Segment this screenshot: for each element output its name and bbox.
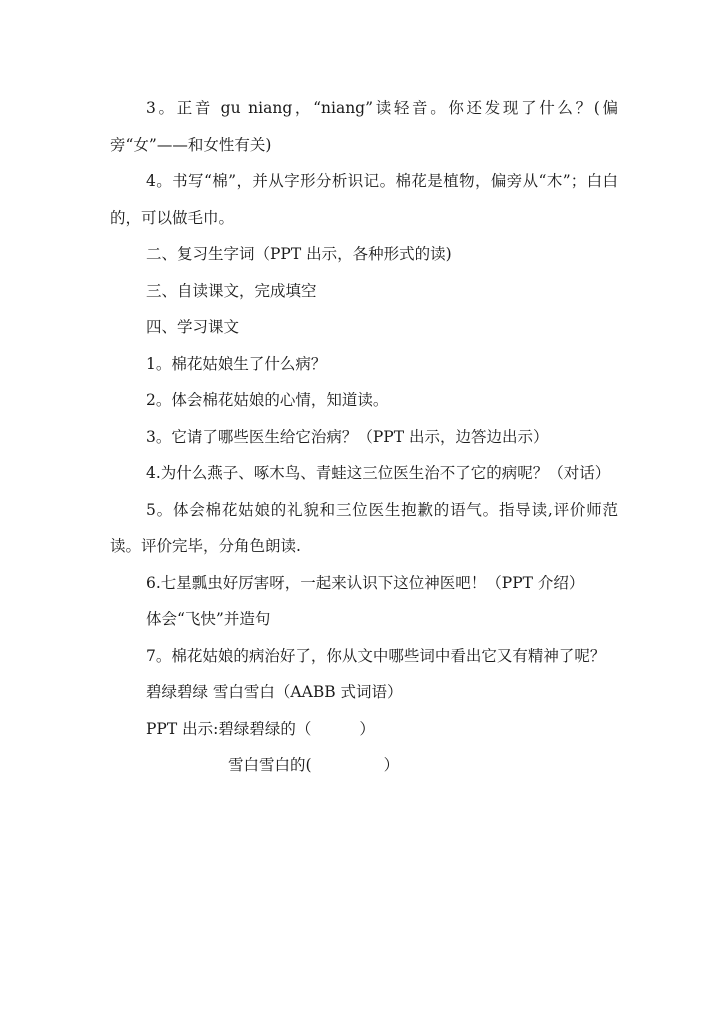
fill-row-bilv bbox=[110, 711, 618, 748]
fill-label-bilv: PPT 出示:碧绿碧绿的（ bbox=[146, 719, 312, 738]
fill-row-xuebai bbox=[110, 747, 618, 784]
heading-xuexi: 四、学习课文 bbox=[146, 318, 240, 336]
para-shuxie-mian: 4。书写“棉”，并从字形分析识记。棉花是植物，偏旁从“木”；白白的，可以做毛巾。 bbox=[110, 172, 618, 227]
heading-fuxi: 二、复习生字词（PPT 出示，各种形式的读) bbox=[146, 245, 452, 263]
para-q3: 3。它请了哪些医生给它治病？（PPT 出示，边答边出示） bbox=[146, 427, 549, 446]
heading-zidu: 三、自读课文，完成填空 bbox=[146, 281, 317, 300]
para-feikuai: 体会“飞快”并造句 bbox=[146, 610, 271, 628]
para-q5: 5。体会棉花姑娘的礼貌和三位医生抱歉的语气。指导读,评价师范读。评价完毕，分角色朗读. bbox=[110, 500, 618, 555]
fill-label-xuebai: 雪白雪白的( bbox=[228, 756, 312, 774]
para-zhengyin: 3。正音 gu niang，“niang”读轻音。你还发现了什么？(偏旁“女”——和女性有关) bbox=[110, 99, 618, 154]
para-q4: 4.为什么燕子、啄木鸟、青蛙这三位医生治不了它的病呢？（对话） bbox=[146, 464, 611, 482]
fill-close-bilv: ） bbox=[359, 719, 375, 738]
fill-close-xuebai: ） bbox=[383, 756, 400, 774]
para-q2: 2。体会棉花姑娘的心情，知道读。 bbox=[146, 391, 389, 409]
para-q1: 1。棉花姑娘生了什么病？ bbox=[146, 354, 327, 373]
para-q6: 6.七星瓢虫好厉害呀，一起来认识下这位神医吧！（PPT 介绍） bbox=[146, 573, 585, 592]
document-page bbox=[110, 90, 618, 784]
para-q7: 7。棉花姑娘的病治好了，你从文中哪些词中看出它又有精神了呢？ bbox=[146, 646, 606, 665]
para-aabb: 碧绿碧绿 雪白雪白（AABB 式词语） bbox=[146, 683, 403, 701]
